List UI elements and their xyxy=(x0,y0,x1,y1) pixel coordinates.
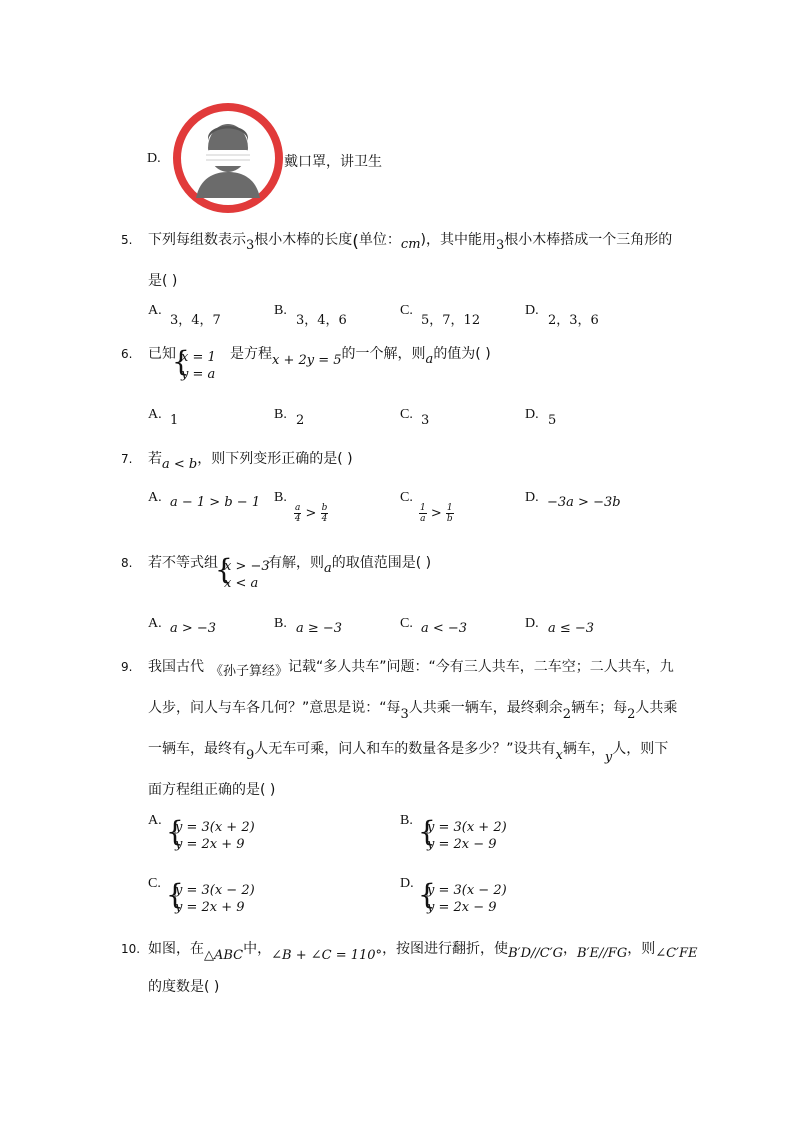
q7-option-a-label: A. xyxy=(148,490,162,505)
q9-option-c-brace: { xyxy=(166,878,184,911)
q9-option-d-eq2: y = 2x − 9 xyxy=(427,900,497,915)
q7-option-b-fraction-right: $\frac{b}{4}$ xyxy=(321,503,328,524)
q8-text: 有解，则 xyxy=(268,555,324,571)
q5-stem-line1 xyxy=(148,229,673,253)
q8-stem xyxy=(268,552,432,576)
q5-text: 根小木棒的长度 xyxy=(254,232,353,248)
q8-option-d-value: a ≤ −3 xyxy=(548,621,595,636)
q5-text: 根小木棒搭成一个三角形的 xyxy=(504,232,673,248)
q9-text: 我国古代 xyxy=(148,659,204,675)
q10-number: 10. xyxy=(121,942,141,956)
q6-system-eq1: x = 1 xyxy=(181,350,216,365)
q7-option-d-value: −3a > −3b xyxy=(547,495,621,510)
q7-text: ，则下列变形正确的是( ) xyxy=(197,451,353,467)
q9-text: 人，则下 xyxy=(612,741,669,757)
q9-num: 9 xyxy=(246,748,255,763)
q9-line3 xyxy=(148,738,669,765)
q6-number: 6. xyxy=(121,347,133,361)
q10-text: ，按图进行翻折，使 xyxy=(382,941,509,957)
q8-option-d-label: D. xyxy=(525,616,539,631)
q6-option-b-value: 2 xyxy=(296,413,305,428)
q8-pre: 若不等式组 xyxy=(148,555,218,571)
q10-line2: 的度数是( ) xyxy=(148,979,220,995)
q4-option-d-label: D. xyxy=(147,151,161,166)
q6-text: 是方程 xyxy=(230,346,272,362)
q8-system-ineq2: x < a xyxy=(224,576,259,591)
q9-line2 xyxy=(148,697,678,722)
q7-option-b-label: B. xyxy=(274,490,287,505)
q5-option-d-label: D. xyxy=(525,303,539,318)
q9-option-d-label: D. xyxy=(400,876,414,891)
q7-option-c-label: C. xyxy=(400,490,413,505)
q9-option-a-label: A. xyxy=(148,813,162,828)
q10-angle-sum: ∠B + ∠C = 110° xyxy=(271,948,383,963)
q7-text: 若 xyxy=(148,451,162,467)
q5-option-b-value: 3，4，6 xyxy=(296,313,347,328)
q10-text: ，则 xyxy=(627,941,656,957)
q9-text: 人步，问人与车各几何？”意思是说：“每 xyxy=(148,700,401,716)
q7-option-c-value xyxy=(419,503,454,524)
q8-var: a xyxy=(324,561,332,576)
q8-text: 的取值范围是( ) xyxy=(331,555,432,571)
q6-equation: x + 2y = 5 xyxy=(272,353,342,368)
q6-option-b-label: B. xyxy=(274,407,287,422)
q10-line1 xyxy=(148,938,698,963)
q10-text: 中， xyxy=(243,941,272,957)
q9-option-d-eq1: y = 3(x − 2) xyxy=(427,883,507,898)
q9-var-y: y xyxy=(604,750,613,765)
q9-option-b-eq1: y = 3(x + 2) xyxy=(427,820,507,835)
q9-option-c-eq2: y = 2x + 9 xyxy=(175,900,245,915)
q5-option-c-label: C. xyxy=(400,303,413,318)
q9-text: 辆车；每 xyxy=(571,700,628,716)
q6-var: a xyxy=(425,352,434,367)
q7-stem xyxy=(148,448,353,472)
q8-option-c-value: a < −3 xyxy=(421,621,468,636)
q6-option-c-value: 3 xyxy=(421,413,430,428)
q9-option-c-system xyxy=(175,882,255,916)
q8-option-b-label: B. xyxy=(274,616,287,631)
q9-num: 3 xyxy=(400,707,409,722)
q7-option-c-fraction-right: $\frac{1}{b}$ xyxy=(446,503,453,524)
q7-option-b-fraction-left: $\frac{a}{4}$ xyxy=(294,503,301,524)
q6-option-a-label: A. xyxy=(148,407,162,422)
q9-num: 2 xyxy=(627,707,636,722)
q9-text: 人无车可乘，问人和车的数量各是多少？”设共有 xyxy=(254,741,556,757)
q6-text: 的值为( ) xyxy=(433,346,491,362)
q4-option-d-text: 戴口罩，讲卫生 xyxy=(284,154,382,170)
q8-option-c-label: C. xyxy=(400,616,413,631)
q9-option-b-label: B. xyxy=(400,813,413,828)
q6-option-a-value: 1 xyxy=(170,413,179,428)
q9-text: 辆车， xyxy=(562,741,605,757)
q7-number: 7. xyxy=(121,452,133,466)
q5-unit: cm xyxy=(400,237,421,252)
q10-triangle: △ABC xyxy=(204,948,244,963)
q7-condition: a < b xyxy=(162,457,198,472)
q9-text: 人共乘 xyxy=(635,700,678,716)
q7-option-b-operator: > xyxy=(305,506,317,521)
q8-system-ineq1: x > −3 xyxy=(224,559,270,574)
q5-stem-line2: 是( ) xyxy=(148,273,178,289)
q8-system xyxy=(224,558,270,592)
q5-text: )，其中能用 xyxy=(420,232,496,248)
q7-option-d-label: D. xyxy=(525,490,539,505)
q9-option-c-eq1: y = 3(x − 2) xyxy=(175,883,255,898)
q5-option-c-value: 5，7，12 xyxy=(421,313,481,328)
q8-option-a-label: A. xyxy=(148,616,162,631)
q9-num: 2 xyxy=(562,707,572,722)
q5-text: 下列每组数表示 xyxy=(148,232,246,248)
q8-brace: { xyxy=(215,553,233,586)
q7-option-c-operator: > xyxy=(430,506,442,521)
q6-text: 的一个解，则 xyxy=(341,346,426,362)
q9-option-d-system xyxy=(427,882,507,916)
q8-option-b-value: a ≥ −3 xyxy=(296,621,343,636)
q10-parallel-2: B′E//FG xyxy=(577,946,628,961)
q5-text: 单位： xyxy=(358,232,401,248)
q6-stem xyxy=(230,343,491,368)
q10-text: 如图，在 xyxy=(148,941,204,957)
q9-number: 9. xyxy=(121,660,133,674)
q8-number: 8. xyxy=(121,556,133,570)
q9-option-a-brace: { xyxy=(166,815,184,848)
q5-number: 5. xyxy=(121,233,133,247)
q5-paren: ( xyxy=(352,232,359,252)
q9-option-d-brace: { xyxy=(418,878,436,911)
q6-system-eq2: y = a xyxy=(181,367,216,382)
q9-option-c-label: C. xyxy=(148,876,161,891)
q9-text: 记载“多人共车”问题：“今有三人共车，二车空；二人共车，九 xyxy=(288,659,674,675)
q5-num: 3 xyxy=(496,238,505,253)
q5-option-a-value: 3，4，7 xyxy=(170,313,221,328)
q6-option-d-label: D. xyxy=(525,407,539,422)
q7-option-c-fraction-left: $\frac{1}{a}$ xyxy=(420,503,426,524)
q5-option-b-label: B. xyxy=(274,303,287,318)
q5-num: 3 xyxy=(246,238,255,253)
q9-option-b-brace: { xyxy=(418,815,436,848)
q9-book-title: 《孙子算经》 xyxy=(210,664,289,679)
q6-option-c-label: C. xyxy=(400,407,413,422)
q9-line4: 面方程组正确的是( ) xyxy=(148,782,276,798)
q7-option-a-value: a − 1 > b − 1 xyxy=(170,495,261,510)
q9-option-b-system xyxy=(427,819,507,853)
q9-var-x: x xyxy=(555,748,563,763)
q9-option-a-system xyxy=(175,819,255,853)
face-mask-person-icon xyxy=(172,102,284,214)
q6-system xyxy=(181,349,216,383)
q9-option-a-eq2: y = 2x + 9 xyxy=(175,837,245,852)
q10-target-angle: ∠C′FE xyxy=(655,946,698,961)
q5-option-a-label: A. xyxy=(148,303,162,318)
q5-option-d-value: 2，3，6 xyxy=(548,313,599,328)
q9-text: 一辆车，最终有 xyxy=(148,741,246,757)
q7-option-b-value xyxy=(294,503,328,524)
q9-option-a-eq1: y = 3(x + 2) xyxy=(175,820,255,835)
q6-option-d-value: 5 xyxy=(548,413,557,428)
q10-text: ， xyxy=(563,941,578,957)
q6-pre: 已知 xyxy=(148,346,176,362)
q9-line1 xyxy=(148,656,674,679)
q8-option-a-value: a > −3 xyxy=(170,621,217,636)
q9-option-b-eq2: y = 2x − 9 xyxy=(427,837,497,852)
q6-brace: { xyxy=(172,345,190,378)
q10-parallel-1: B′D//C′G xyxy=(508,946,564,961)
q9-text: 人共乘一辆车，最终剩余 xyxy=(408,700,563,716)
